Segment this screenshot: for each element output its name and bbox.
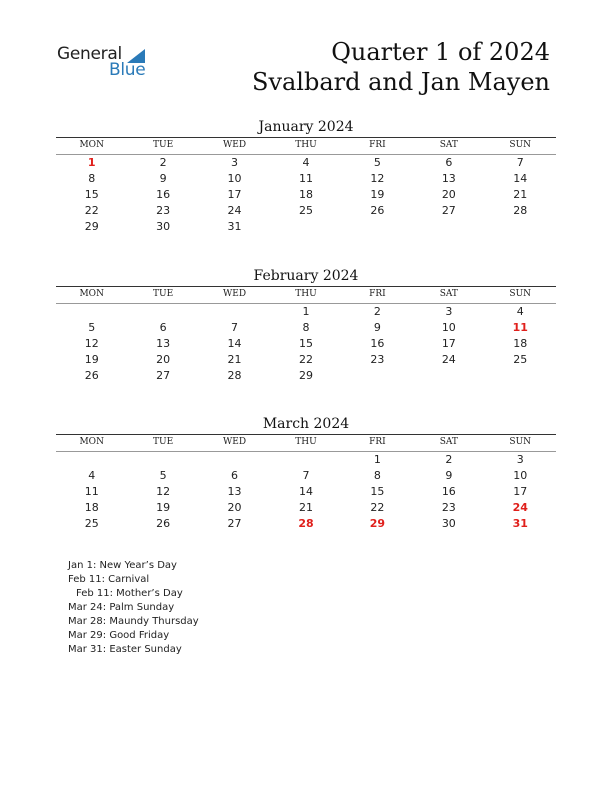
week-row: [56, 304, 556, 320]
day-cell: 16: [441, 485, 456, 498]
holiday-entry: Mar 24: Palm Sunday: [68, 602, 175, 613]
day-cell: 21: [298, 501, 313, 514]
day-cell: 6: [231, 469, 239, 482]
weekday-label: TUE: [153, 289, 174, 299]
day-cell: 8: [302, 321, 310, 334]
day-cell: 21: [227, 353, 242, 366]
day-cell: [56, 304, 127, 320]
day-cell: 9: [445, 469, 453, 482]
day-cell: 22: [84, 204, 99, 217]
day-cell: 16: [156, 188, 171, 201]
day-cell: 31: [227, 220, 242, 233]
day-cell: 17: [227, 188, 242, 201]
day-cell: 19: [370, 188, 385, 201]
day-cell: [270, 452, 341, 468]
day-cell: 11: [512, 321, 528, 334]
logo-blue-text: Blue: [109, 60, 146, 80]
day-cell: 21: [513, 188, 528, 201]
day-cell: 11: [84, 485, 99, 498]
day-cell: 14: [227, 337, 242, 350]
day-cell: [342, 368, 413, 384]
day-cell: 14: [513, 172, 528, 185]
day-cell: 23: [441, 501, 456, 514]
day-cell: 29: [84, 220, 99, 233]
day-cell: 30: [441, 517, 456, 530]
holiday-list: [68, 559, 199, 657]
weekday-label: SAT: [439, 437, 458, 447]
day-cell: [199, 452, 270, 468]
day-cell: 2: [373, 305, 381, 318]
weekday-label: WED: [223, 437, 247, 447]
week-row: [56, 516, 556, 532]
holiday-entry: Feb 11: Carnival: [68, 574, 150, 585]
week-row: [56, 484, 556, 500]
week-row: [56, 219, 556, 235]
day-cell: 5: [373, 156, 381, 169]
weekday-header: [56, 435, 556, 449]
week-row: [56, 187, 556, 203]
day-cell: 5: [159, 469, 167, 482]
day-cell: 18: [513, 337, 528, 350]
week-row: [56, 155, 556, 171]
day-cell: 8: [88, 172, 96, 185]
day-cell: 2: [445, 453, 453, 466]
day-cell: 6: [159, 321, 167, 334]
weekday-label: WED: [223, 289, 247, 299]
day-cell: 1: [302, 305, 310, 318]
day-cell: 24: [441, 353, 456, 366]
day-cell: 12: [84, 337, 99, 350]
day-cell: [199, 304, 270, 320]
month-name: January 2024: [258, 119, 354, 135]
day-cell: [56, 452, 127, 468]
month-calendar: [56, 117, 556, 235]
weekday-header: [56, 138, 556, 152]
weekday-label: MON: [79, 140, 104, 150]
day-cell: 11: [298, 172, 313, 185]
day-cell: 7: [516, 156, 524, 169]
day-cell: 23: [156, 204, 171, 217]
month-name: March 2024: [262, 416, 350, 432]
day-cell: 9: [159, 172, 167, 185]
day-cell: 18: [298, 188, 313, 201]
day-cell: 7: [302, 469, 310, 482]
weekday-label: THU: [295, 437, 317, 447]
weekday-header: [56, 287, 556, 301]
holiday-entry: Mar 29: Good Friday: [68, 630, 170, 641]
day-cell: 31: [512, 517, 528, 530]
weekday-label: SUN: [509, 437, 532, 447]
day-cell: 25: [513, 353, 528, 366]
day-cell: 23: [370, 353, 385, 366]
week-row: [56, 468, 556, 484]
day-cell: 4: [88, 469, 96, 482]
day-cell: 20: [441, 188, 456, 201]
weekday-label: MON: [79, 437, 104, 447]
day-cell: 24: [512, 501, 528, 514]
day-cell: 6: [445, 156, 453, 169]
day-cell: 27: [441, 204, 456, 217]
week-row: [56, 500, 556, 516]
weekday-label: SAT: [439, 140, 458, 150]
day-cell: 22: [370, 501, 385, 514]
day-cell: 20: [227, 501, 242, 514]
page-subtitle: Svalbard and Jan Mayen: [252, 68, 550, 96]
day-cell: 14: [298, 485, 313, 498]
weekday-label: FRI: [369, 140, 386, 150]
day-cell: 3: [516, 453, 524, 466]
week-row: [56, 352, 556, 368]
day-cell: 15: [298, 337, 313, 350]
day-cell: 9: [373, 321, 381, 334]
page-title: Quarter 1 of 2024: [331, 38, 550, 66]
week-row: [56, 336, 556, 352]
day-cell: [342, 219, 413, 235]
month-calendar: [56, 266, 556, 384]
day-cell: 4: [302, 156, 310, 169]
day-cell: 19: [84, 353, 99, 366]
day-cell: 27: [227, 517, 242, 530]
day-cell: 28: [513, 204, 528, 217]
weekday-label: FRI: [369, 437, 386, 447]
day-cell: 25: [298, 204, 313, 217]
day-cell: 26: [370, 204, 385, 217]
day-cell: 26: [156, 517, 171, 530]
day-cell: 1: [87, 156, 96, 169]
day-cell: 10: [441, 321, 456, 334]
day-cell: 1: [373, 453, 381, 466]
weekday-label: SUN: [509, 140, 532, 150]
day-cell: 19: [156, 501, 171, 514]
day-cell: 10: [227, 172, 242, 185]
day-cell: [270, 219, 341, 235]
day-cell: 12: [156, 485, 171, 498]
day-cell: 3: [445, 305, 453, 318]
week-row: [56, 320, 556, 336]
day-cell: 24: [227, 204, 242, 217]
holiday-entry: Jan 1: New Year’s Day: [68, 560, 177, 571]
day-cell: 20: [156, 353, 171, 366]
day-cell: 25: [84, 517, 99, 530]
week-row: [56, 171, 556, 187]
holiday-entry: Feb 11: Mother’s Day: [76, 588, 183, 599]
day-cell: 7: [231, 321, 239, 334]
week-row: [56, 368, 556, 384]
day-cell: 13: [441, 172, 456, 185]
weekday-label: TUE: [153, 437, 174, 447]
weekday-label: THU: [295, 140, 317, 150]
day-cell: 28: [227, 369, 242, 382]
day-cell: [485, 219, 556, 235]
weekday-label: SUN: [509, 289, 532, 299]
weekday-label: SAT: [439, 289, 458, 299]
day-cell: 10: [513, 469, 528, 482]
day-cell: 13: [227, 485, 242, 498]
month-calendar: [56, 414, 556, 532]
logo-general-text: General: [57, 44, 122, 64]
generalblue-logo: [57, 44, 177, 84]
day-cell: [413, 368, 484, 384]
weekday-label: THU: [295, 289, 317, 299]
day-cell: 5: [88, 321, 96, 334]
day-cell: 12: [370, 172, 385, 185]
day-cell: 15: [370, 485, 385, 498]
week-row: [56, 452, 556, 468]
weekday-label: FRI: [369, 289, 386, 299]
weekday-label: MON: [79, 289, 104, 299]
day-cell: 15: [84, 188, 99, 201]
day-cell: 29: [369, 517, 386, 530]
holiday-entry: Mar 28: Maundy Thursday: [68, 616, 199, 627]
day-cell: 17: [441, 337, 456, 350]
day-cell: 4: [516, 305, 524, 318]
day-cell: 18: [84, 501, 99, 514]
day-cell: [127, 452, 198, 468]
day-cell: [127, 304, 198, 320]
day-cell: 16: [370, 337, 385, 350]
day-cell: 22: [298, 353, 313, 366]
day-cell: 29: [298, 369, 313, 382]
day-cell: 30: [156, 220, 171, 233]
weekday-label: WED: [223, 140, 247, 150]
day-cell: 3: [231, 156, 239, 169]
day-cell: 8: [373, 469, 381, 482]
holiday-entry: Mar 31: Easter Sunday: [68, 644, 182, 655]
month-name: February 2024: [253, 268, 359, 284]
day-cell: [485, 368, 556, 384]
day-cell: [413, 219, 484, 235]
week-row: [56, 203, 556, 219]
day-cell: 13: [156, 337, 171, 350]
day-cell: 17: [513, 485, 528, 498]
day-cell: 26: [84, 369, 99, 382]
weekday-label: TUE: [153, 140, 174, 150]
day-cell: 2: [159, 156, 167, 169]
day-cell: 27: [156, 369, 171, 382]
day-cell: 28: [298, 517, 314, 530]
